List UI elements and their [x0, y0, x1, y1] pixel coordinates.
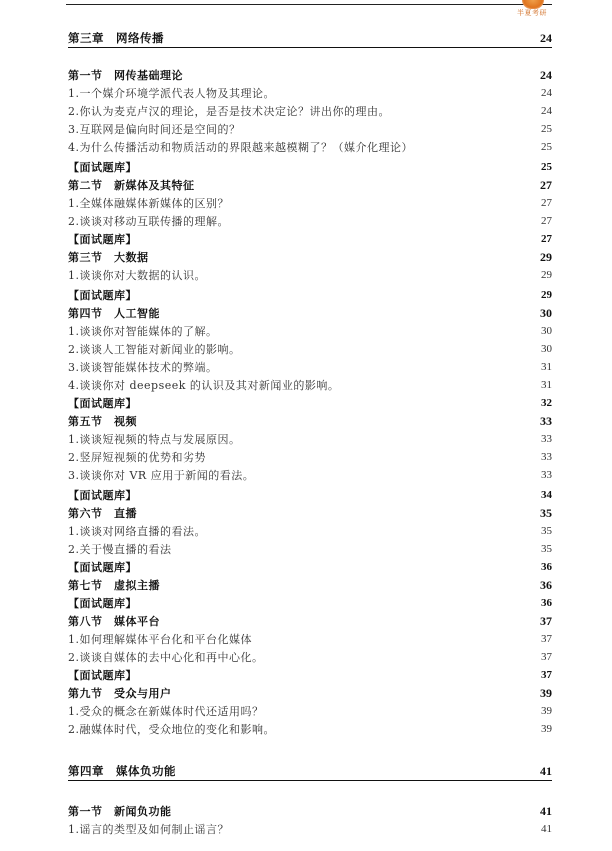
toc-bank-row[interactable]: [68, 230, 552, 248]
toc-item-row[interactable]: [68, 630, 552, 648]
toc-page-number: 30: [541, 325, 552, 337]
toc-entry-title: 2.竖屏短视频的优势和劣势: [68, 451, 206, 464]
toc-entry-title: 【面试题库】: [68, 489, 137, 502]
toc-entry-title: 【面试题库】: [68, 669, 137, 682]
toc-section-row[interactable]: [68, 66, 552, 84]
toc-page-number: 25: [541, 141, 552, 153]
toc-entry-title: 【面试题库】: [68, 233, 137, 246]
toc-page-number: 24: [541, 87, 552, 99]
toc-bank-row[interactable]: [68, 394, 552, 412]
toc-item-row[interactable]: [68, 358, 552, 376]
toc-entry-title: 第二节 新媒体及其特征: [68, 179, 195, 192]
toc-entry-title: 【面试题库】: [68, 161, 137, 174]
toc-page-number: 31: [541, 379, 552, 391]
toc-entry-title: 第一节 新闻负功能: [68, 805, 172, 818]
toc-entry-title: 第九节 受众与用户: [68, 687, 172, 700]
toc-bank-row[interactable]: [68, 594, 552, 612]
toc-section-row[interactable]: [68, 504, 552, 522]
toc-item-row[interactable]: [68, 702, 552, 720]
toc-entry-title: 第一节 网传基础理论: [68, 69, 183, 82]
toc-page-number: 36: [540, 577, 552, 592]
toc-page-number: 33: [541, 433, 552, 445]
toc-section-row[interactable]: [68, 304, 552, 322]
toc-section-row[interactable]: [68, 612, 552, 630]
toc-section-row[interactable]: [68, 684, 552, 702]
toc-page-number: 35: [540, 505, 552, 520]
toc-entry-title: 1.谣言的类型及如何制止谣言？: [68, 823, 229, 836]
toc-page-number: 27: [541, 233, 552, 245]
toc-chapter-row[interactable]: [68, 29, 552, 48]
toc-entry-title: 3.谈谈你对 VR 应用于新闻的看法。: [68, 469, 255, 482]
toc-item-row[interactable]: [68, 322, 552, 340]
toc-entry-title: 3.互联网是偏向时间还是空间的？: [68, 123, 241, 136]
toc-entry-title: 1.一个媒介环境学派代表人物及其理论。: [68, 87, 275, 100]
toc-entry-title: 2.谈谈人工智能对新闻业的影响。: [68, 343, 241, 356]
toc-item-row[interactable]: [68, 376, 552, 394]
toc-page-number: 25: [541, 123, 552, 135]
toc-page-number: 30: [540, 305, 552, 320]
toc-bank-row[interactable]: [68, 286, 552, 304]
toc-page-number: 39: [540, 685, 552, 700]
toc-item-row[interactable]: [68, 194, 552, 212]
toc-entry-title: 第三章 网络传播: [68, 31, 164, 45]
toc-page-number: 39: [541, 705, 552, 717]
toc-page-number: 29: [540, 249, 552, 264]
toc-section-row[interactable]: [68, 576, 552, 594]
toc-page-number: 35: [541, 543, 552, 555]
toc-page-number: 24: [540, 30, 552, 45]
brand-logo: [506, 0, 558, 18]
toc-section-row[interactable]: [68, 248, 552, 266]
toc-item-row[interactable]: [68, 102, 552, 120]
toc-page-number: 31: [541, 361, 552, 373]
toc-entry-title: 第四章 媒体负功能: [68, 764, 176, 778]
toc-page-number: 24: [540, 67, 552, 82]
toc-entry-title: 【面试题库】: [68, 289, 137, 302]
toc-entry-title: 1.谈谈你对大数据的认识。: [68, 269, 206, 282]
toc-entry-title: 1.受众的概念在新媒体时代还适用吗？: [68, 705, 264, 718]
toc-page-number: 37: [541, 651, 552, 663]
toc-entry-title: 第五节 视频: [68, 415, 137, 428]
toc-page-number: 39: [541, 723, 552, 735]
toc-section-row[interactable]: [68, 412, 552, 430]
toc-entry-title: 【面试题库】: [68, 397, 137, 410]
toc-entry-title: 2.你认为麦克卢汉的理论，是否是技术决定论？讲出你的理由。: [68, 105, 390, 118]
toc-chapter-row[interactable]: [68, 762, 552, 781]
toc-entry-title: 1.谈谈你对智能媒体的了解。: [68, 325, 218, 338]
toc-entry-title: 1.全媒体融媒体新媒体的区别？: [68, 197, 229, 210]
toc-item-row[interactable]: [68, 820, 552, 838]
brand-name: 半夏考研: [517, 9, 547, 17]
toc-item-row[interactable]: [68, 466, 552, 484]
toc-section-row[interactable]: [68, 176, 552, 194]
header-rule: [66, 4, 552, 5]
toc-bank-row[interactable]: [68, 158, 552, 176]
toc-entry-title: 第七节 虚拟主播: [68, 579, 160, 592]
toc-page-number: 41: [540, 803, 552, 818]
toc-item-row[interactable]: [68, 138, 552, 156]
toc-item-row[interactable]: [68, 340, 552, 358]
toc-page-number: 37: [541, 633, 552, 645]
toc-page-number: 25: [541, 161, 552, 173]
toc-entry-title: 2.关于慢直播的看法: [68, 543, 172, 556]
toc-page-number: 29: [541, 289, 552, 301]
toc-page-number: 33: [540, 413, 552, 428]
toc-item-row[interactable]: [68, 120, 552, 138]
toc-page-number: 27: [541, 215, 552, 227]
toc-bank-row[interactable]: [68, 558, 552, 576]
toc-entry-title: 1.谈谈短视频的特点与发展原因。: [68, 433, 241, 446]
toc-entry-title: 【面试题库】: [68, 561, 137, 574]
toc-page-number: 27: [541, 197, 552, 209]
toc-page-number: 41: [540, 763, 552, 778]
toc-entry-title: 第三节 大数据: [68, 251, 149, 264]
toc-item-row[interactable]: [68, 522, 552, 540]
toc-entry-title: 4.谈谈你对 deepseek 的认识及其对新闻业的影响。: [68, 379, 340, 392]
toc-item-row[interactable]: [68, 212, 552, 230]
toc-entry-title: 2.谈谈自媒体的去中心化和再中心化。: [68, 651, 264, 664]
toc-page-number: 37: [541, 669, 552, 681]
toc-item-row[interactable]: [68, 540, 552, 558]
toc-entry-title: 【面试题库】: [68, 597, 137, 610]
toc-entry-title: 2.融媒体时代，受众地位的变化和影响。: [68, 723, 275, 736]
toc-entry-title: 2.谈谈对移动互联传播的理解。: [68, 215, 229, 228]
toc-page-number: 24: [541, 105, 552, 117]
toc-entry-title: 1.谈谈对网络直播的看法。: [68, 525, 206, 538]
toc-entry-title: 第四节 人工智能: [68, 307, 160, 320]
toc-entry-title: 第六节 直播: [68, 507, 137, 520]
toc-entry-title: 3.谈谈智能媒体技术的弊端。: [68, 361, 218, 374]
toc-page-number: 30: [541, 343, 552, 355]
toc-page-number: 37: [540, 613, 552, 628]
toc-page-number: 36: [541, 561, 552, 573]
toc-item-row[interactable]: [68, 84, 552, 102]
toc-page-number: 34: [541, 489, 552, 501]
toc-item-row[interactable]: [68, 720, 552, 738]
toc-page-number: 27: [540, 177, 552, 192]
toc-page-number: 32: [541, 397, 552, 409]
toc-item-row[interactable]: [68, 648, 552, 666]
toc-bank-row[interactable]: [68, 486, 552, 504]
toc-item-row[interactable]: [68, 266, 552, 284]
toc-page-number: 35: [541, 525, 552, 537]
toc-entry-title: 第八节 媒体平台: [68, 615, 160, 628]
toc-item-row[interactable]: [68, 430, 552, 448]
toc-page-number: 29: [541, 269, 552, 281]
toc-entry-title: 4.为什么传播活动和物质活动的界限越来越模糊了？（媒介化理论）: [68, 141, 413, 154]
toc-page-number: 33: [541, 451, 552, 463]
toc-section-row[interactable]: [68, 802, 552, 820]
toc-page-number: 33: [541, 469, 552, 481]
toc-item-row[interactable]: [68, 448, 552, 466]
toc-bank-row[interactable]: [68, 666, 552, 684]
toc-page-number: 41: [541, 823, 552, 835]
toc-entry-title: 1.如何理解媒体平台化和平台化媒体: [68, 633, 252, 646]
toc-page-number: 36: [541, 597, 552, 609]
